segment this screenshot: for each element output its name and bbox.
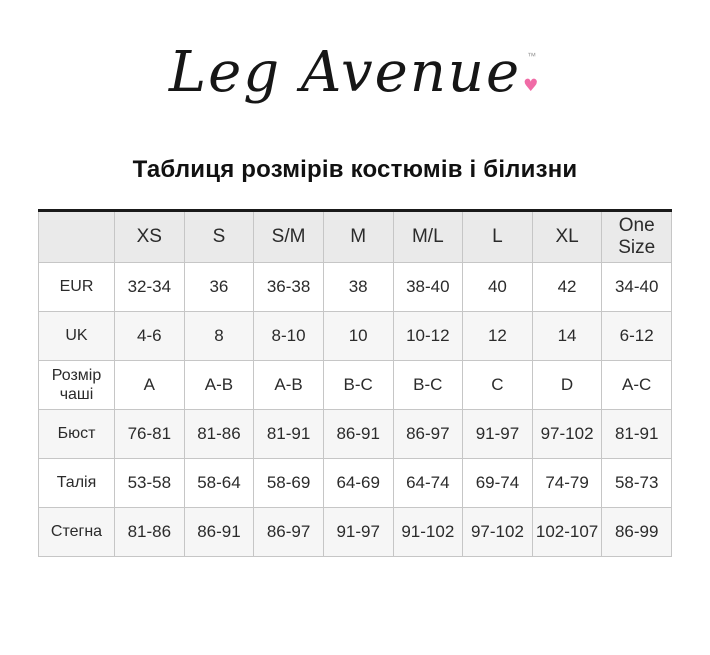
- column-header-sm: S/M: [254, 211, 324, 263]
- column-header-one-size: One Size: [602, 211, 672, 263]
- size-cell: 91-102: [393, 508, 463, 557]
- row-label: Бюст: [39, 410, 115, 459]
- size-cell: B-C: [323, 361, 393, 410]
- size-cell: 6-12: [602, 312, 672, 361]
- table-row-eur: [39, 263, 672, 312]
- size-cell: D: [532, 361, 602, 410]
- column-header-xs: XS: [115, 211, 185, 263]
- size-cell: 42: [532, 263, 602, 312]
- heart-icon: ♥: [523, 76, 539, 96]
- table-header-row: [39, 211, 672, 263]
- size-cell: 86-91: [184, 508, 254, 557]
- table-row-uk: [39, 312, 672, 361]
- size-cell: 86-99: [602, 508, 672, 557]
- row-label: UK: [39, 312, 115, 361]
- page-title: Таблиця розмірів костюмів і білизни: [132, 156, 578, 183]
- size-cell: 86-97: [254, 508, 324, 557]
- size-cell: C: [463, 361, 533, 410]
- row-label: Стегна: [39, 508, 115, 557]
- size-cell: 58-64: [184, 459, 254, 508]
- size-cell: A-B: [254, 361, 324, 410]
- size-cell: 8: [184, 312, 254, 361]
- size-cell: 4-6: [115, 312, 185, 361]
- size-cell: 36: [184, 263, 254, 312]
- size-cell: 86-91: [323, 410, 393, 459]
- column-header-s: S: [184, 211, 254, 263]
- brand-logo: [0, 30, 710, 116]
- size-cell: 81-91: [254, 410, 324, 459]
- size-cell: 86-97: [393, 410, 463, 459]
- size-cell: 74-79: [532, 459, 602, 508]
- column-header-m: M: [323, 211, 393, 263]
- brand-logo-text: Leg Avenue: [168, 40, 522, 105]
- size-cell: 81-86: [184, 410, 254, 459]
- size-cell: 38-40: [393, 263, 463, 312]
- column-header-blank: [39, 211, 115, 263]
- size-cell: 38: [323, 263, 393, 312]
- size-table: [38, 209, 672, 557]
- size-cell: 81-86: [115, 508, 185, 557]
- size-cell: 8-10: [254, 312, 324, 361]
- size-cell: 53-58: [115, 459, 185, 508]
- size-cell: 64-74: [393, 459, 463, 508]
- size-cell: 97-102: [532, 410, 602, 459]
- column-header-ml: M/L: [393, 211, 463, 263]
- row-label: Розмір чаші: [39, 361, 115, 410]
- table-row-hips: [39, 508, 672, 557]
- size-cell: 14: [532, 312, 602, 361]
- size-cell: 69-74: [463, 459, 533, 508]
- table-row-bust: [39, 410, 672, 459]
- row-label: Талія: [39, 459, 115, 508]
- size-cell: 40: [463, 263, 533, 312]
- size-cell: 64-69: [323, 459, 393, 508]
- size-cell: 34-40: [602, 263, 672, 312]
- table-row-waist: [39, 459, 672, 508]
- size-cell: 76-81: [115, 410, 185, 459]
- size-cell: 32-34: [115, 263, 185, 312]
- logo-mark: [521, 45, 541, 101]
- size-cell: A-B: [184, 361, 254, 410]
- size-cell: B-C: [393, 361, 463, 410]
- column-header-l: L: [463, 211, 533, 263]
- size-chart-page: [0, 30, 710, 655]
- size-cell: 58-73: [602, 459, 672, 508]
- trademark-symbol: ™: [527, 51, 537, 61]
- size-cell: 91-97: [463, 410, 533, 459]
- size-cell: 102-107: [532, 508, 602, 557]
- size-cell: 36-38: [254, 263, 324, 312]
- table-row-cup-size: [39, 361, 672, 410]
- size-cell: 10: [323, 312, 393, 361]
- size-cell: 91-97: [323, 508, 393, 557]
- row-label: EUR: [39, 263, 115, 312]
- size-cell: 10-12: [393, 312, 463, 361]
- size-cell: 81-91: [602, 410, 672, 459]
- size-cell: 12: [463, 312, 533, 361]
- size-cell: A: [115, 361, 185, 410]
- column-header-xl: XL: [532, 211, 602, 263]
- size-cell: 97-102: [463, 508, 533, 557]
- size-cell: 58-69: [254, 459, 324, 508]
- size-cell: A-C: [602, 361, 672, 410]
